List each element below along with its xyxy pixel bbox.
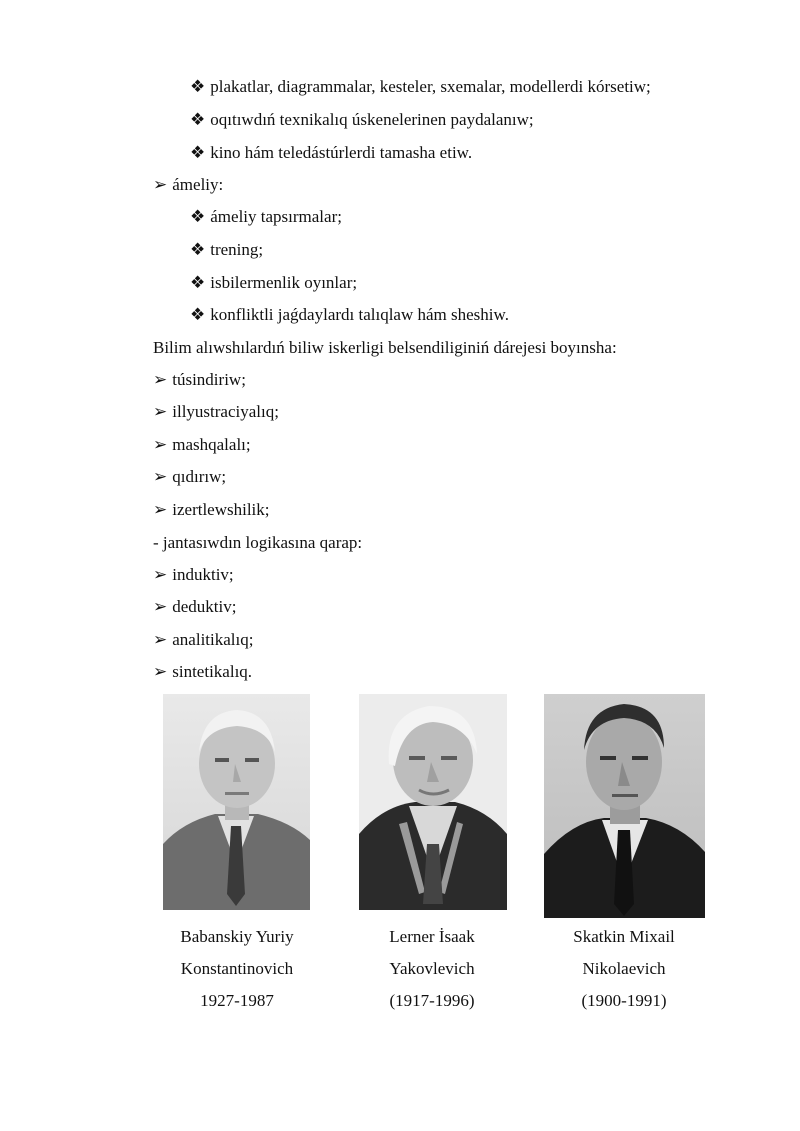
list-item [153,499,270,521]
arrow-bullet-icon: ➢ [153,500,168,519]
list-item-text: deduktiv; [172,597,237,616]
list-item-text: ámeliy: [172,175,224,194]
list-item-text: sintetikalıq. [172,662,253,681]
list-item [153,369,246,391]
list-item [153,564,234,586]
list-item [190,109,534,131]
list-item-text: qıdırıw; [172,467,227,486]
arrow-bullet-icon: ➢ [153,370,168,389]
list-item-text: izertlewshilik; [172,500,270,519]
list-item [190,272,357,294]
list-item-text: ámeliy tapsırmalar; [210,207,342,226]
diamond-bullet-icon: ❖ [190,305,206,324]
arrow-bullet-icon: ➢ [153,175,168,194]
diamond-bullet-icon: ❖ [190,110,206,129]
diamond-bullet-icon: ❖ [190,77,206,96]
portrait-caption-lerner [332,921,532,1017]
caption-years: (1917-1996) [389,991,475,1010]
list-item-text: analitikalıq; [172,630,254,649]
list-item-text: illyustraciyalıq; [172,402,279,421]
caption-name: Babanskiy Yuriy [180,927,294,946]
list-item [153,401,279,423]
portrait-photo-lerner [359,694,507,910]
diamond-bullet-icon: ❖ [190,273,206,292]
arrow-bullet-icon: ➢ [153,402,168,421]
paragraph-text: - jantasıwdın logikasına qarap: [153,533,363,552]
diamond-bullet-icon: ❖ [190,207,206,226]
list-item [153,596,236,618]
list-item-text: trening; [210,240,264,259]
list-item [153,661,252,683]
list-item-text: mashqalalı; [172,435,251,454]
diamond-bullet-icon: ❖ [190,143,206,162]
portrait-caption-skatkin [524,921,724,1017]
arrow-bullet-icon: ➢ [153,435,168,454]
list-item-text: túsindiriw; [172,370,246,389]
paragraph [153,337,617,359]
caption-patronymic: Konstantinovich [180,959,294,978]
caption-years: (1900-1991) [581,991,667,1010]
list-item [190,76,651,98]
arrow-bullet-icon: ➢ [153,662,168,681]
portrait-caption-babanskiy [137,921,337,1017]
diamond-bullet-icon: ❖ [190,240,206,259]
caption-patronymic: Yakovlevich [389,959,475,978]
caption-name: Lerner İsaak [389,927,475,946]
list-item [190,142,472,164]
list-item [190,206,342,228]
paragraph [153,532,362,554]
arrow-bullet-icon: ➢ [153,630,168,649]
list-item [153,466,226,488]
caption-years: 1927-1987 [200,991,274,1010]
list-item-text: kino hám teledástúrlerdi tamasha etiw. [210,143,473,162]
list-item [190,239,263,261]
list-item [190,304,509,326]
arrow-bullet-icon: ➢ [153,597,168,616]
arrow-bullet-icon: ➢ [153,467,168,486]
arrow-bullet-icon: ➢ [153,565,168,584]
portrait-photo-skatkin [544,694,705,918]
list-item-text: plakatlar, diagrammalar, kesteler, sxemalar, modellerdi kórsetiw; [210,77,651,96]
list-item [153,174,223,196]
list-item [153,434,251,456]
list-item-text: oqıtıwdıń texnikalıq úskenelerinen paydalanıw; [210,110,534,129]
paragraph-text: Bilim alıwshılardıń biliw iskerligi belsendiliginiń dárejesi boyınsha: [153,338,617,357]
list-item [153,629,253,651]
list-item-text: isbilermenlik oyınlar; [210,273,358,292]
portrait-photo-babanskiy [163,694,310,910]
caption-name: Skatkin Mixail [573,927,675,946]
list-item-text: induktiv; [172,565,234,584]
caption-patronymic: Nikolaevich [582,959,666,978]
list-item-text: konfliktli jaǵdaylardı talıqlaw hám sheshiw. [210,305,509,324]
